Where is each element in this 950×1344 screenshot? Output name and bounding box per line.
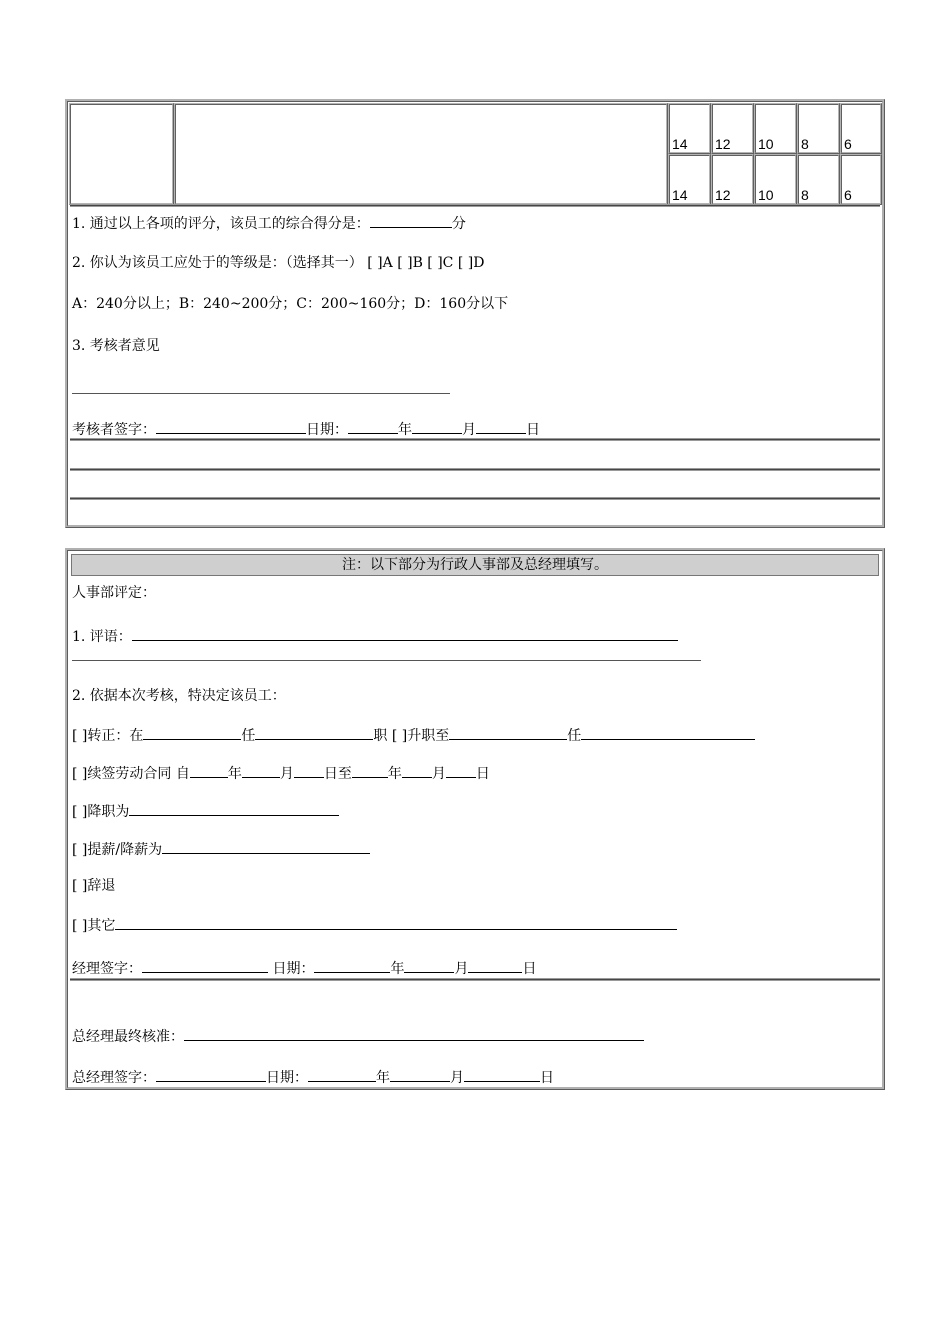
gm-approval-label: 总经理最终核准：: [72, 1029, 184, 1045]
decision-label: 2. 依据本次考核，特决定该员工：: [72, 688, 286, 704]
day-label: 日: [526, 422, 540, 438]
confirm-checkbox-label[interactable]: [ ]转正：在: [72, 728, 144, 744]
score-cell-12-top: [711, 103, 754, 154]
separator: [70, 468, 880, 471]
evaluator-sign-blank[interactable]: [156, 420, 306, 434]
score-cell-12-bottom: [711, 154, 754, 205]
year-blank[interactable]: [308, 1068, 376, 1082]
other-blank[interactable]: [115, 916, 677, 930]
score-cell-10-bottom: [754, 154, 797, 205]
year-label: 年: [227, 766, 242, 782]
month-blank[interactable]: [404, 959, 454, 973]
day-blank[interactable]: [476, 420, 526, 434]
manager-sign-blank[interactable]: [142, 959, 268, 973]
dismiss-line[interactable]: [ ]辞退: [72, 878, 116, 894]
blank-cell-middle: [174, 103, 668, 205]
gm-sign-line: [72, 1068, 554, 1086]
comment-blank-line-2[interactable]: [72, 660, 701, 661]
confirm-post-blank[interactable]: [255, 726, 373, 740]
separator: [70, 978, 880, 981]
evaluator-opinion-label: 3. 考核者意见: [72, 338, 160, 354]
month-label: 月: [450, 1070, 464, 1086]
demote-checkbox-label[interactable]: [ ]降职为: [72, 804, 130, 820]
score-value: 8: [801, 187, 809, 203]
comment-blank[interactable]: [132, 627, 678, 641]
comment-line: [72, 627, 678, 645]
confirm-post-label: 任: [241, 728, 256, 744]
month-label: 月: [462, 422, 476, 438]
date-label: 日期：: [266, 1070, 308, 1086]
opinion-blank-line[interactable]: [72, 393, 450, 394]
renew-from-month-blank[interactable]: [242, 764, 280, 778]
demote-blank[interactable]: [129, 802, 339, 816]
score-value: 12: [715, 187, 731, 203]
score-value: 6: [844, 136, 852, 152]
score-cell-8-bottom: [797, 154, 840, 205]
confirm-dept-blank[interactable]: [143, 726, 241, 740]
score-value: 8: [801, 136, 809, 152]
score-cell-8-top: [797, 103, 840, 154]
evaluator-sign-line: [72, 420, 540, 438]
hr-title: 人事部评定：: [72, 585, 156, 601]
day-label: 日: [475, 766, 490, 782]
gm-approval-line: [72, 1027, 644, 1045]
score-cell-14-top: [668, 103, 711, 154]
promote-post-blank[interactable]: [581, 726, 755, 740]
renew-from-day-blank[interactable]: [294, 764, 324, 778]
hr-note-header: 注：以下部分为行政人事部及总经理填写。: [71, 554, 879, 576]
year-blank[interactable]: [314, 959, 390, 973]
score-cell-10-top: [754, 103, 797, 154]
month-label: 月: [279, 766, 294, 782]
score-value: 10: [758, 187, 774, 203]
day-blank[interactable]: [464, 1068, 540, 1082]
total-score-label: 1. 通过以上各项的评分，该员工的综合得分是：: [72, 216, 370, 232]
salary-blank[interactable]: [162, 840, 370, 854]
renew-to-year-blank[interactable]: [352, 764, 388, 778]
gm-approval-blank[interactable]: [184, 1027, 644, 1041]
score-value: 14: [672, 187, 688, 203]
score-value: 10: [758, 136, 774, 152]
day-to-label: 日至: [323, 766, 352, 782]
year-label: 年: [398, 422, 412, 438]
month-blank[interactable]: [390, 1068, 450, 1082]
score-value: 14: [672, 136, 688, 152]
date-label: 日期：: [306, 422, 348, 438]
hr-table: [65, 548, 885, 1090]
year-blank[interactable]: [348, 420, 398, 434]
other-line[interactable]: [72, 916, 677, 934]
gm-sign-blank[interactable]: [156, 1068, 266, 1082]
year-label: 年: [390, 961, 405, 977]
other-checkbox-label[interactable]: [ ]其它: [72, 918, 116, 934]
score-value: 12: [715, 136, 731, 152]
manager-sign-line: [72, 959, 536, 977]
blank-cell-left: [69, 103, 174, 205]
salary-checkbox-label[interactable]: [ ]提薪/降薪为: [72, 842, 163, 858]
grade-select-line[interactable]: 2. 你认为该员工应处于的等级是：（选择其一） [ ]A [ ]B [ ]C [ ]D: [72, 255, 485, 271]
renew-checkbox-label[interactable]: [ ]续签劳动合同 自: [72, 766, 190, 782]
month-label: 月: [431, 766, 446, 782]
day-label: 日: [540, 1070, 554, 1086]
month-label: 月: [454, 961, 469, 977]
gm-sign-label: 总经理签字：: [72, 1070, 156, 1086]
date-label: 日期：: [272, 961, 315, 977]
total-score-blank[interactable]: [370, 214, 452, 228]
year-label: 年: [387, 766, 402, 782]
total-score-line: [72, 214, 466, 232]
salary-line[interactable]: [72, 840, 370, 858]
day-blank[interactable]: [468, 959, 522, 973]
renew-line[interactable]: [72, 764, 490, 782]
evaluator-sign-label: 考核者签字：: [72, 422, 156, 438]
score-cell-6-bottom: [840, 154, 882, 205]
score-value: 6: [844, 187, 852, 203]
promote-dept-blank[interactable]: [449, 726, 567, 740]
renew-from-year-blank[interactable]: [190, 764, 228, 778]
month-blank[interactable]: [412, 420, 462, 434]
renew-to-day-blank[interactable]: [446, 764, 476, 778]
grade-legend: A：240分以上；B：240~200分；C：200~160分；D：160分以下: [72, 296, 509, 312]
score-cell-6-top: [840, 103, 882, 154]
manager-sign-label: 经理签字：: [72, 961, 142, 977]
promote-post-label: 任: [567, 728, 582, 744]
day-label: 日: [522, 961, 537, 977]
promote-checkbox-label[interactable]: 职 [ ]升职至: [373, 728, 450, 744]
demote-line[interactable]: [72, 802, 339, 820]
score-cell-14-bottom: [668, 154, 711, 205]
score-unit: 分: [451, 216, 466, 232]
year-label: 年: [376, 1070, 390, 1086]
evaluator-table: [65, 99, 885, 528]
renew-to-month-blank[interactable]: [402, 764, 432, 778]
separator: [70, 438, 880, 441]
comment-label: 1. 评语：: [72, 629, 132, 645]
separator: [70, 497, 880, 500]
confirm-line[interactable]: [72, 726, 755, 744]
separator: [70, 204, 880, 207]
